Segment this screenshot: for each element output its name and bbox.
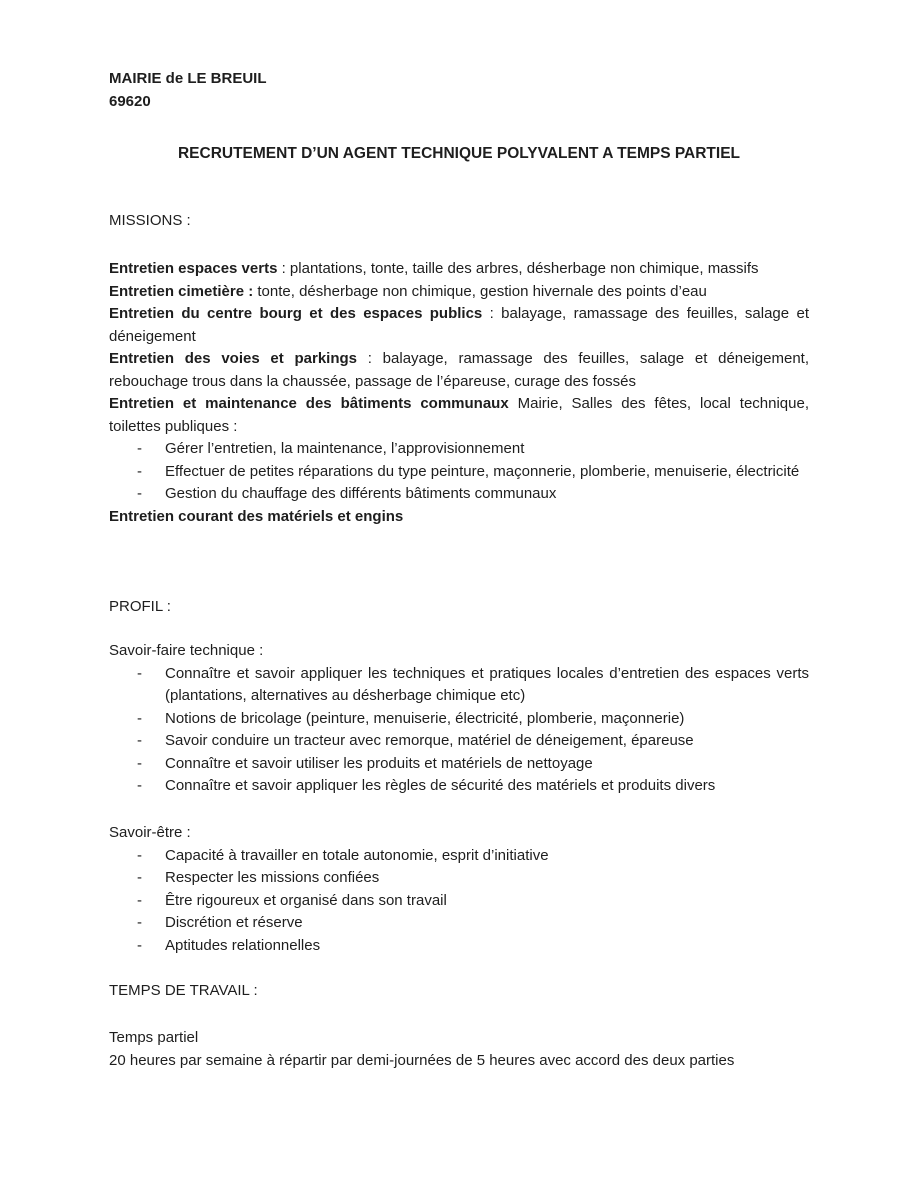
profil-heading: PROFIL :: [109, 598, 171, 615]
savoir-faire-list: [109, 663, 809, 798]
mission-voies-parkings: Entretien des voies et parkings : balayage, ramassage des feuilles, salage et déneigement, rebouchage trous dans la chaussée, passage de l’épareuse, curage des fossés: [109, 350, 810, 390]
postal-code: 69620: [109, 92, 151, 110]
document-title: RECRUTEMENT D’UN AGENT TECHNIQUE POLYVALENT A TEMPS PARTIEL: [177, 145, 741, 162]
list-item: - Respecter les missions confiées: [137, 869, 380, 886]
letterhead: [109, 68, 809, 113]
list-item: - Savoir conduire un tracteur avec remorque, matériel de déneigement, épareuse: [137, 732, 694, 749]
list-item: - Aptitudes relationnelles: [137, 936, 321, 954]
list-item: - Effectuer de petites réparations du type peinture, maçonnerie, plomberie, menuiserie, électricité: [137, 462, 800, 480]
batiments-list: [109, 438, 809, 506]
list-item: - Gestion du chauffage des différents bâtiments communaux: [137, 485, 557, 502]
mission-cimetiere: Entretien cimetière : tonte, désherbage non chimique, gestion hivernale des points d’eau: [109, 282, 707, 300]
savoir-etre-heading: Savoir-être :: [109, 824, 191, 841]
list-item: - Notions de bricolage (peinture, menuiserie, électricité, plomberie, maçonnerie): [137, 709, 685, 727]
mission-materiels: Entretien courant des matériels et engins: [109, 507, 404, 525]
savoir-faire-section: [109, 640, 809, 798]
mission-batiments: Entretien et maintenance des bâtiments communaux Mairie, Salles des fêtes, local technique, toilettes publiques :: [109, 395, 809, 435]
temps-heading: TEMPS DE TRAVAIL :: [109, 982, 258, 999]
mairie-name: MAIRIE de LE BREUIL: [109, 70, 267, 87]
mission-centre-bourg: Entretien du centre bourg et des espaces publics : balayage, ramassage des feuilles, salage et déneigement: [109, 305, 809, 345]
list-item: - Connaître et savoir appliquer les techniques et pratiques locales d’entretien des espaces verts (plantations, alternatives au désherbage chimique etc): [137, 664, 809, 704]
savoir-faire-heading: Savoir-faire technique :: [109, 642, 264, 659]
list-item: - Capacité à travailler en totale autonomie, esprit d’initiative: [137, 846, 549, 864]
mission-espaces-verts: Entretien espaces verts : plantations, tonte, taille des arbres, désherbage non chimique, massifs: [109, 260, 759, 277]
list-item: - Gérer l’entretien, la maintenance, l’approvisionnement: [137, 440, 525, 457]
savoir-etre-list: [109, 845, 809, 958]
temps-type: Temps partiel: [109, 1029, 199, 1046]
savoir-etre-section: [109, 822, 809, 957]
missions-section: [109, 258, 809, 528]
missions-heading: MISSIONS :: [109, 212, 191, 229]
temps-section: [109, 1027, 849, 1072]
list-item: - Discrétion et réserve: [137, 914, 303, 931]
temps-detail: 20 heures par semaine à répartir par demi-journées de 5 heures avec accord des deux parties: [109, 1051, 735, 1069]
list-item: - Connaître et savoir utiliser les produits et matériels de nettoyage: [137, 754, 593, 772]
list-item: - Connaître et savoir appliquer les règles de sécurité des matériels et produits divers: [137, 777, 716, 794]
list-item: - Être rigoureux et organisé dans son travail: [137, 891, 447, 909]
